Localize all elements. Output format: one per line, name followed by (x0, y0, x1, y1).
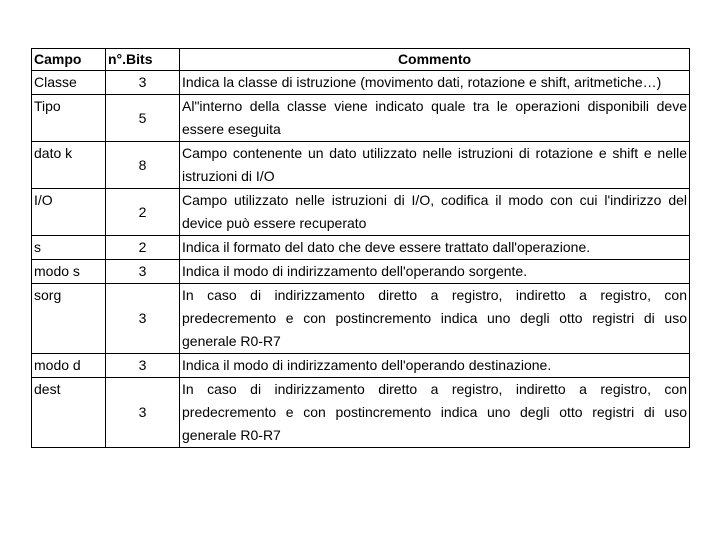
table-row (32, 260, 690, 284)
cell-commento: Campo utilizzato nelle istruzioni di I/O, codifica il modo con cui l'indirizzo del device può essere recuperato (180, 189, 690, 236)
cell-bits: 2 (106, 236, 180, 260)
table-row (32, 189, 690, 236)
cell-campo: dest (32, 378, 106, 448)
table-row (32, 95, 690, 142)
cell-campo: sorg (32, 284, 106, 354)
header-campo: Campo (32, 49, 106, 71)
fields-table (31, 48, 690, 448)
cell-campo: s (32, 236, 106, 260)
table-row (32, 71, 690, 95)
header-row (32, 49, 690, 71)
cell-commento: Indica il modo di indirizzamento dell'operando destinazione. (180, 354, 690, 378)
cell-commento: Al"interno della classe viene indicato quale tra le operazioni disponibili deve essere eseguita (180, 95, 690, 142)
cell-bits: 3 (106, 378, 180, 448)
cell-bits: 3 (106, 260, 180, 284)
cell-campo: dato k (32, 142, 106, 189)
table-row (32, 378, 690, 448)
cell-commento: In caso di indirizzamento diretto a registro, indiretto a registro, con predecremento e con postincremento indica uno degli otto registri di uso generale R0-R7 (180, 378, 690, 448)
table-row (32, 236, 690, 260)
cell-commento: Indica la classe di istruzione (movimento dati, rotazione e shift, aritmetiche…) (180, 71, 690, 95)
cell-campo: modo s (32, 260, 106, 284)
table-row (32, 354, 690, 378)
cell-bits: 2 (106, 189, 180, 236)
cell-campo: Tipo (32, 95, 106, 142)
cell-bits: 3 (106, 71, 180, 95)
cell-commento: In caso di indirizzamento diretto a registro, indiretto a registro, con predecremento e con postincremento indica uno degli otto registri di uso generale R0-R7 (180, 284, 690, 354)
cell-commento: Indica il modo di indirizzamento dell'operando sorgente. (180, 260, 690, 284)
cell-campo: modo d (32, 354, 106, 378)
table-row (32, 284, 690, 354)
cell-commento: Indica il formato del dato che deve essere trattato dall'operazione. (180, 236, 690, 260)
cell-campo: Classe (32, 71, 106, 95)
header-commento: Commento (180, 49, 690, 71)
cell-bits: 3 (106, 284, 180, 354)
table-row (32, 142, 690, 189)
cell-campo: I/O (32, 189, 106, 236)
cell-bits: 5 (106, 95, 180, 142)
cell-bits: 3 (106, 354, 180, 378)
header-bits: n°.Bits (106, 49, 180, 71)
cell-commento: Campo contenente un dato utilizzato nelle istruzioni di rotazione e shift e nelle istruzioni di I/O (180, 142, 690, 189)
cell-bits: 8 (106, 142, 180, 189)
